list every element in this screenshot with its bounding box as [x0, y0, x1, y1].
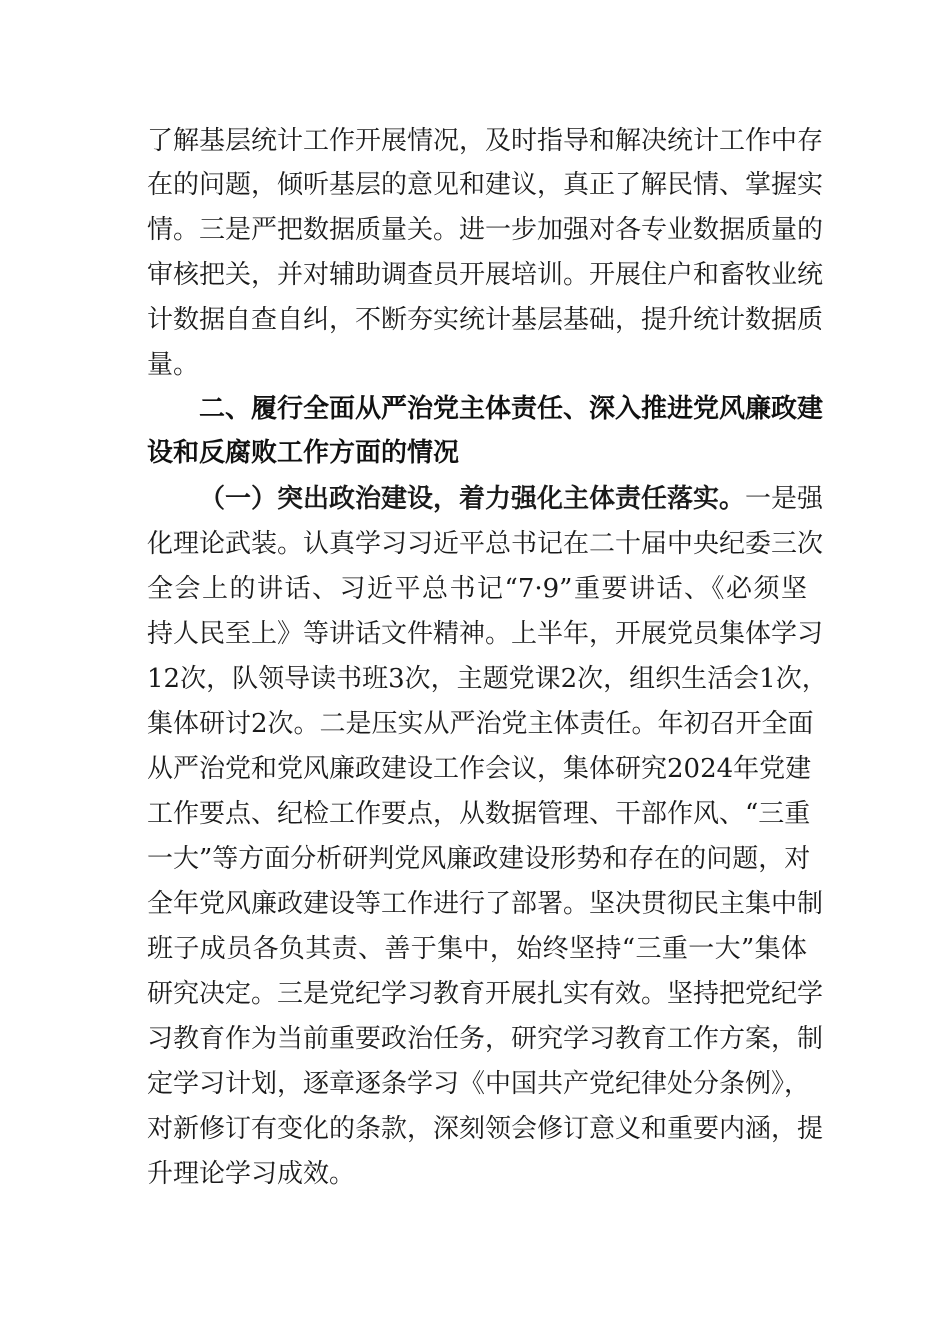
- body-line: 集体研讨2次。二是压实从严治党主体责任。年初召开全面: [147, 709, 814, 739]
- paragraph-line: 在的问题，倾听基层的意见和建议，真正了解民情、掌握实: [147, 170, 824, 200]
- body-line: 升理论学习成效。: [147, 1159, 356, 1189]
- subsection-first-line: [199, 479, 824, 519]
- body-line: 研究决定。三是党纪学习教育开展扎实有效。坚持把党纪学: [147, 979, 824, 1009]
- body-line: 定学习计划，逐章逐条学习《中国共产党纪律处分条例》，: [147, 1069, 811, 1099]
- body-line: 从严治党和党风廉政建设工作会议，集体研究2024年党建: [147, 754, 812, 784]
- section-heading: 二、履行全面从严治党主体责任、深入推进党风廉政建: [199, 394, 824, 424]
- body-line: 化理论武装。认真学习习近平总书记在二十届中央纪委三次: [147, 529, 824, 559]
- body-line: 12次，队领导读书班3次，主题党课2次，组织生活会1次，: [147, 664, 828, 694]
- paragraph-line: 审核把关，并对辅助调查员开展培训。开展住户和畜牧业统: [147, 260, 824, 290]
- body-line: 持人民至上》等讲话文件精神。上半年，开展党员集体学习: [147, 619, 824, 649]
- paragraph-line: 了解基层统计工作开展情况，及时指导和解决统计工作中存: [147, 126, 824, 156]
- section-heading-continued: 设和反腐败工作方面的情况: [147, 438, 460, 468]
- paragraph-line: 情。三是严把数据质量关。进一步加强对各专业数据质量的: [147, 215, 824, 245]
- subsection-title: （一）突出政治建设，着力强化主体责任落实。: [199, 484, 746, 514]
- body-line: 全会上的讲话、习近平总书记“7·9”重要讲话、《必须坚: [147, 574, 807, 604]
- body-line: 一大”等方面分析研判党风廉政建设形势和存在的问题，对: [147, 844, 811, 874]
- paragraph-line: 量。: [147, 350, 200, 380]
- body-line: 对新修订有变化的条款，深刻领会修订意义和重要内涵，提: [147, 1114, 824, 1144]
- paragraph-line: 计数据自查自纠，不断夯实统计基层基础，提升统计数据质: [147, 305, 824, 335]
- body-line: 全年党风廉政建设等工作进行了部署。坚决贯彻民主集中制: [147, 889, 824, 919]
- body-line: 习教育作为当前重要政治任务，研究学习教育工作方案，制: [147, 1024, 824, 1054]
- body-line: 班子成员各负其责、善于集中，始终坚持“三重一大”集体: [147, 934, 807, 964]
- subsection-first-line-rest: 一是强: [745, 484, 824, 514]
- body-line: 工作要点、纪检工作要点，从数据管理、干部作风、“三重: [147, 799, 811, 829]
